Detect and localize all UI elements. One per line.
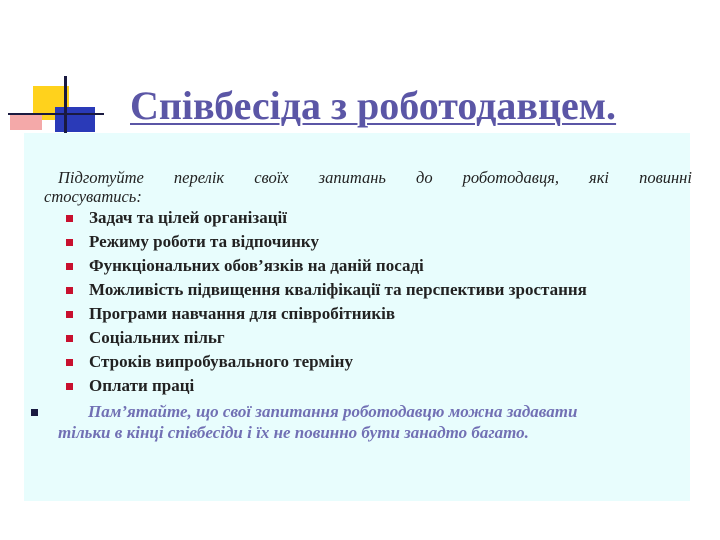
- list-item-label: Соціальних пільг: [89, 328, 225, 347]
- logo-blue-square: [55, 107, 95, 132]
- list-item-label: Режиму роботи та відпочинку: [89, 232, 319, 251]
- intro-word: перелік: [173, 168, 225, 187]
- list-item-label: Функціональних обов’язків на даній посаді: [89, 256, 424, 275]
- logo-horizontal-line: [8, 113, 104, 115]
- note-line-1: Пам’ятайте, що свої запитання роботодавцю можна задавати: [88, 402, 578, 421]
- slide-title: Співбесіда з роботодавцем.: [130, 83, 617, 128]
- intro-line-2: стосуватись:: [44, 187, 142, 206]
- note-line-2: тільки в кінці співбесіди і їх не повинно бути занадто багато.: [58, 423, 529, 442]
- list-item-label: Можливість підвищення кваліфікації та перспективи зростання: [89, 280, 587, 299]
- list-item: [66, 206, 587, 230]
- list-item-label: Програми навчання для співробітників: [89, 304, 396, 323]
- intro-word: запитань: [318, 168, 386, 187]
- intro-word: повинні: [639, 168, 692, 187]
- note-square-bullet-icon: [31, 409, 38, 416]
- decorative-logo: [0, 0, 110, 140]
- square-bullet-icon: [66, 263, 73, 270]
- reminder-note: [58, 401, 688, 443]
- list-item: [66, 254, 587, 278]
- intro-word: роботодавця,: [462, 168, 559, 187]
- square-bullet-icon: [66, 383, 73, 390]
- list-item: [66, 278, 587, 302]
- intro-word: які: [589, 168, 610, 187]
- list-item: [66, 302, 587, 326]
- intro-line-1: [58, 168, 692, 187]
- square-bullet-icon: [66, 359, 73, 366]
- list-item: [66, 326, 587, 350]
- list-item-label: Задач та цілей організації: [89, 208, 287, 227]
- square-bullet-icon: [66, 335, 73, 342]
- list-item: [66, 230, 587, 254]
- logo-vertical-line: [64, 76, 67, 140]
- intro-word: Підготуйте: [58, 168, 144, 187]
- square-bullet-icon: [66, 239, 73, 246]
- logo-red-square: [10, 114, 42, 130]
- intro-text: [44, 168, 692, 206]
- square-bullet-icon: [66, 311, 73, 318]
- list-item: [66, 374, 587, 398]
- list-item-label: Строків випробувального терміну: [89, 352, 353, 371]
- topic-list: [66, 206, 587, 398]
- list-item-label: Оплати праці: [89, 376, 195, 395]
- intro-word: до: [415, 168, 433, 187]
- list-item: [66, 350, 587, 374]
- intro-word: своїх: [254, 168, 289, 187]
- square-bullet-icon: [66, 287, 73, 294]
- square-bullet-icon: [66, 215, 73, 222]
